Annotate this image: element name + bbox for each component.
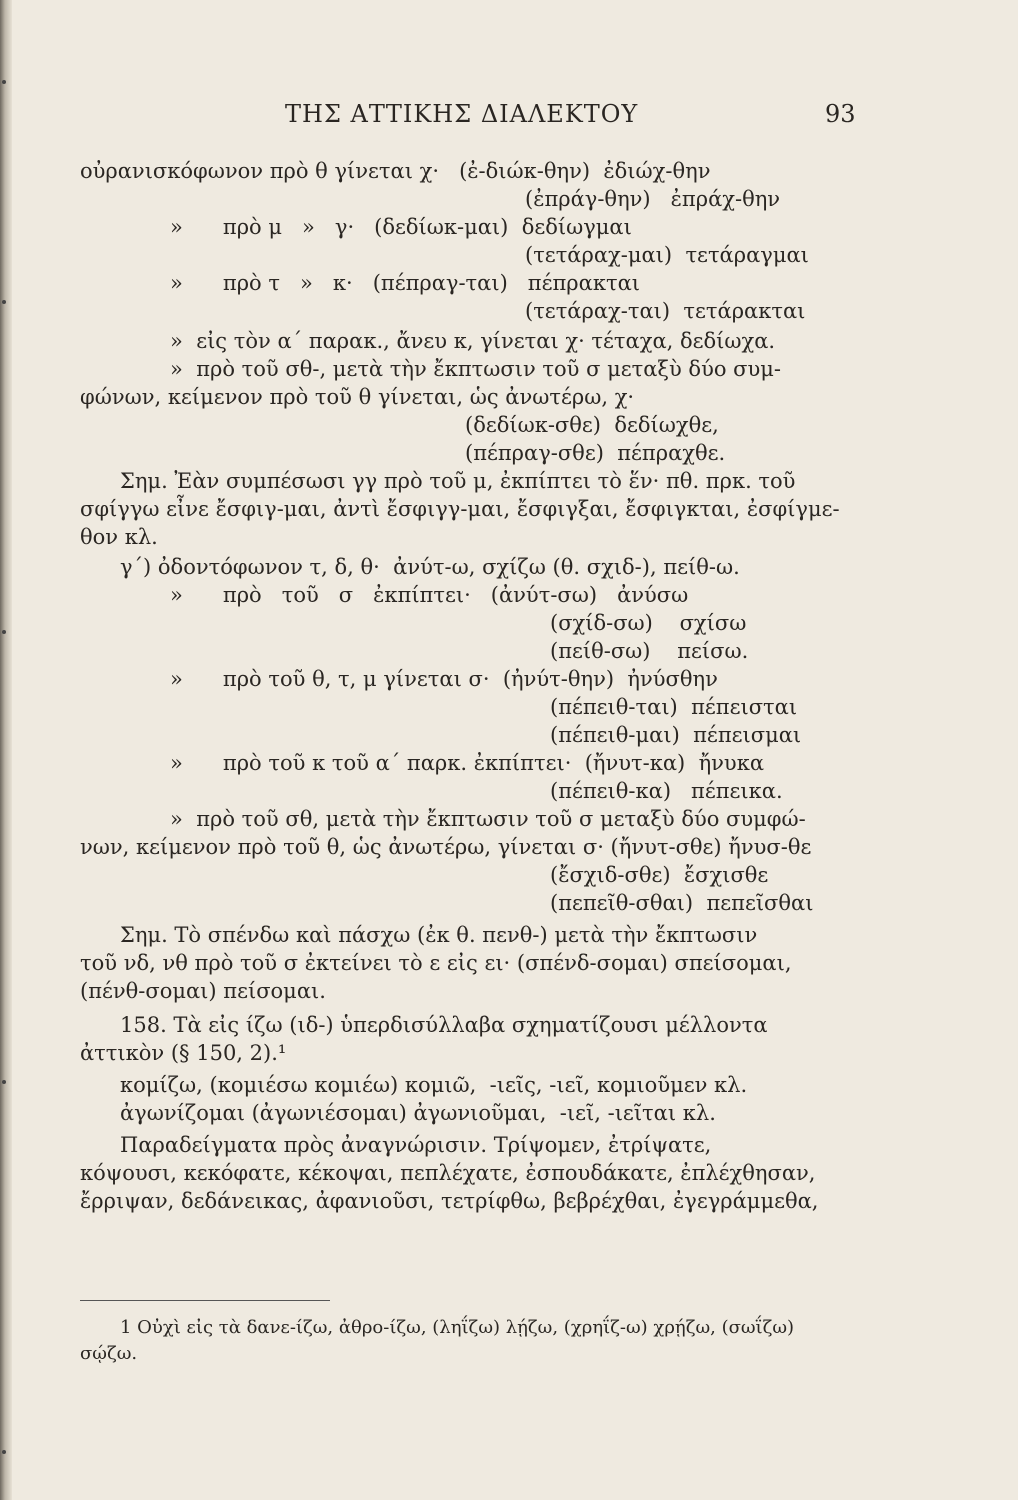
text-line: φώνων, κείμενον πρὸ τοῦ θ γίνεται, ὡς ἀνωτέρω, χ·: [80, 385, 635, 409]
text-line: » πρὸ τοῦ σθ, μετὰ τὴν ἔκπτωσιν τοῦ σ μεταξὺ δύο συμφώ-: [170, 807, 806, 831]
text-line: (δεδίωκ-σθε) δεδίωχθε,: [465, 413, 719, 437]
text-line: (τετάραχ-ται) τετάρακται: [525, 299, 806, 323]
page-number: 93: [825, 100, 856, 128]
footnote-line: 1 Οὐχὶ εἰς τὰ δανε-ίζω, ἀθρο-ίζω, (ληΐζω) λῄζω, (χρηΐζ-ω) χρῄζω, (σωΐζω): [120, 1317, 795, 1338]
text-line: (σχίδ-σω) σχίσω: [550, 611, 747, 635]
scan-speck: [2, 1080, 6, 1084]
text-line: (ἔσχιδ-σθε) ἔσχισθε: [550, 863, 769, 887]
text-line: (ἐπράγ-θην) ἐπράχ-θην: [525, 187, 781, 211]
text-line: » πρὸ τοῦ κ τοῦ α΄ παρκ. ἐκπίπτει· (ἤνυτ-κα) ἤνυκα: [170, 751, 765, 775]
text-line: » πρὸ μ » γ· (δεδίωκ-μαι) δεδίωγμαι: [170, 215, 632, 239]
scan-speck: [2, 300, 6, 304]
text-line: » πρὸ τοῦ θ, τ, μ γίνεται σ· (ἠνύτ-θην) ἠνύσθην: [170, 667, 718, 691]
text-line: σφίγγω εἶνε ἔσφιγ-μαι, ἀντὶ ἔσφιγγ-μαι, ἔσφιγξαι, ἔσφιγκται, ἐσφίγμε-: [80, 497, 840, 521]
text-line: (πέπειθ-κα) πέπεικα.: [550, 779, 783, 803]
running-header: [0, 100, 1018, 136]
text-line: (πένθ-σομαι) πείσομαι.: [80, 979, 326, 1003]
text-line: » πρὸ τοῦ σθ-, μετὰ τὴν ἔκπτωσιν τοῦ σ μεταξὺ δύο συμ-: [170, 357, 781, 381]
text-line: (πέπραγ-σθε) πέπραχθε.: [465, 441, 726, 465]
text-line: γ΄) ὀδοντόφωνον τ, δ, θ· ἀνύτ-ω, σχίζω (θ. σχιδ-), πείθ-ω.: [120, 555, 740, 579]
text-line: οὐρανισκόφωνον πρὸ θ γίνεται χ· (ἐ-διώκ-θην) ἐδιώχ-θην: [80, 159, 711, 183]
text-line: νων, κείμενον πρὸ τοῦ θ, ὡς ἀνωτέρω, γίνεται σ· (ἤνυτ-σθε) ἤνυσ-θε: [80, 835, 812, 859]
footnote-rule: [80, 1300, 330, 1301]
scan-speck: [2, 630, 6, 634]
text-line: (πείθ-σω) πείσω.: [550, 639, 749, 663]
text-line: (πεπεῖθ-σθαι) πεπεῖσθαι: [550, 891, 814, 915]
text-line: (τετάραχ-μαι) τετάραγμαι: [525, 243, 809, 267]
text-line: ἔρριψαν, δεδάνεικας, ἀφανιοῦσι, τετρίφθω, βεβρέχθαι, ἐγεγράμμεθα,: [80, 1189, 819, 1213]
example-line: κομίζω, (κομιέσω κομιέω) κομιῶ, -ιεῖς, -ιεῖ, κομιοῦμεν κλ.: [120, 1073, 748, 1097]
text-line: » πρὸ τοῦ σ ἐκπίπτει· (ἀνύτ-σω) ἀνύσω: [170, 583, 689, 607]
text-line: (πέπειθ-ται) πέπεισται: [550, 695, 798, 719]
text-line: » πρὸ τ » κ· (πέπραγ-ται) πέπρακται: [170, 271, 640, 295]
scan-speck: [2, 1450, 6, 1454]
page-binding-edge: [0, 0, 12, 1500]
footnote-line: σῴζω.: [80, 1343, 138, 1364]
example-line: ἀγωνίζομαι (ἀγωνιέσομαι) ἀγωνιοῦμαι, -ιεῖ, -ιεῖται κλ.: [120, 1101, 716, 1125]
scan-speck: [2, 80, 6, 84]
text-line: τοῦ νδ, νθ πρὸ τοῦ σ ἐκτείνει τὸ ε εἰς ει· (σπένδ-σομαι) σπείσομαι,: [80, 951, 792, 975]
exercise-heading: Παραδείγματα πρὸς ἀναγνώρισιν. Τρίψομεν, ἐτρίψατε,: [120, 1133, 712, 1157]
text-line: (πέπειθ-μαι) πέπεισμαι: [550, 723, 802, 747]
text-line: ἀττικὸν (§ 150, 2).¹: [80, 1041, 287, 1065]
text-line: κόψουσι, κεκόφατε, κέκοψαι, πεπλέχατε, ἐσπουδάκατε, ἐπλέχθησαν,: [80, 1161, 816, 1185]
text-line: Σημ. Ἐὰν συμπέσωσι γγ πρὸ τοῦ μ, ἐκπίπτει τὸ ἕν· πθ. πρκ. τοῦ: [120, 469, 796, 493]
section-heading-158: 158. Τὰ εἰς ίζω (ιδ-) ὑπερδισύλλαβα σχηματίζουσι μέλλοντα: [120, 1013, 768, 1037]
text-line: θον κλ.: [80, 525, 158, 549]
running-title: ΤΗΣ ΑΤΤΙΚΗΣ ΔΙΑΛΕΚΤΟΥ: [285, 100, 639, 128]
text-line: Σημ. Τὸ σπένδω καὶ πάσχω (ἐκ θ. πενθ-) μετὰ τὴν ἔκπτωσιν: [120, 923, 758, 947]
text-line: » εἰς τὸν α΄ παρακ., ἄνευ κ, γίνεται χ· τέταχα, δεδίωχα.: [170, 329, 776, 353]
